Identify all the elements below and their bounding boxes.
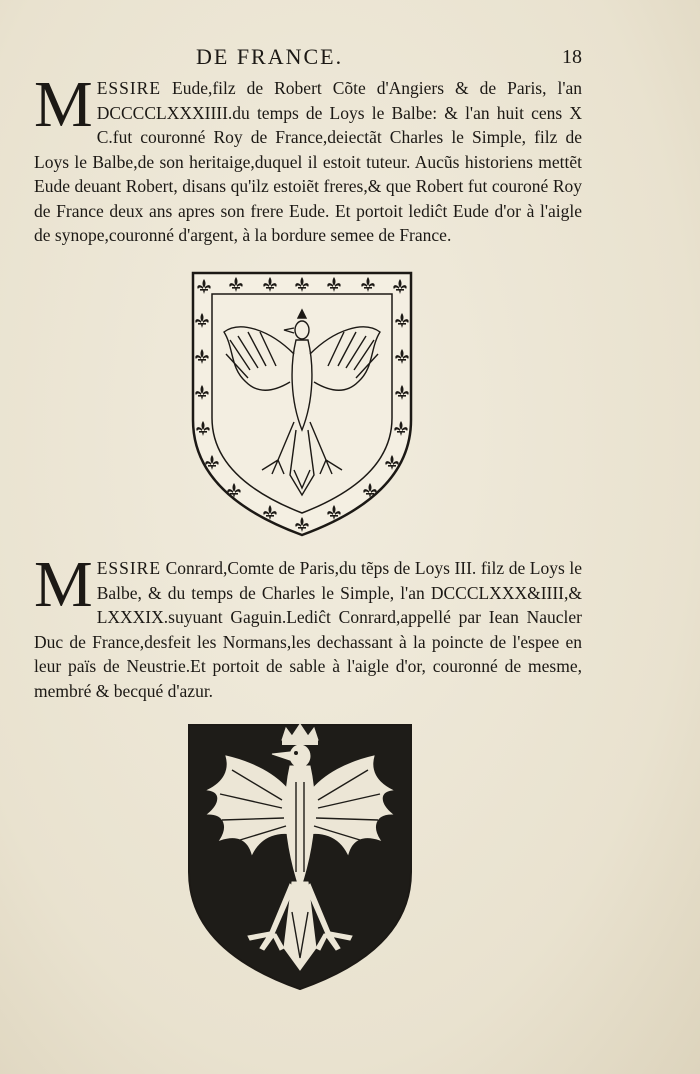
entry-lead-word: ESSIRE — [96, 78, 162, 98]
drop-capital: M — [34, 68, 93, 141]
running-title: DE FRANCE. — [196, 44, 344, 69]
eagle-shield-sable-icon — [186, 722, 414, 992]
eagle-shield-bordure-fleur-de-lis-icon — [190, 270, 414, 538]
page-number: 18 — [562, 46, 582, 68]
entry-text — [34, 548, 582, 703]
entry-body: Eude,filz de Robert Cõte d'Angiers & de Paris, l'an DCCCCLXXXIIII.du temps de Loys le Balbe: & l'an huit cens X C.fut couronné Roy de France,deiectãt Charles le Simple, filz de Loys le Balbe,de son heritaige,duquel il estoit tuteur. Aucũs historiens mettẽt Eude deuant Robert, disans qu'ilz estoiẽt freres,& que Robert fut couroné Roy de France deux ans apres son frere Eude. Et portoit lediĉt Eude d'or à l'aigle de synope,couronné d'argent, à la bordure semee de France. — [34, 78, 582, 245]
entry-eude — [34, 68, 582, 248]
entry-conrard — [34, 548, 582, 703]
entry-lead-word: ESSIRE — [96, 558, 162, 578]
entry-body: Conrard,Comte de Paris,du tẽps de Loys III. filz de Loys le Balbe, & du temps de Charles le Simple, l'an DCCCLXXX&IIII,& LXXXIX.suyuant Gaguin.Lediĉt Conrard,appellé par Iean Naucler Duc de France,desfeit les Normans,les dechassant à la poincte de l'espee en leur païs de Neustrie.Et portoit de sable à l'aigle d'or, couronné de mesme, membré & becqué d'azur. — [34, 558, 582, 701]
drop-capital: M — [34, 548, 93, 621]
entry-text — [34, 68, 582, 248]
